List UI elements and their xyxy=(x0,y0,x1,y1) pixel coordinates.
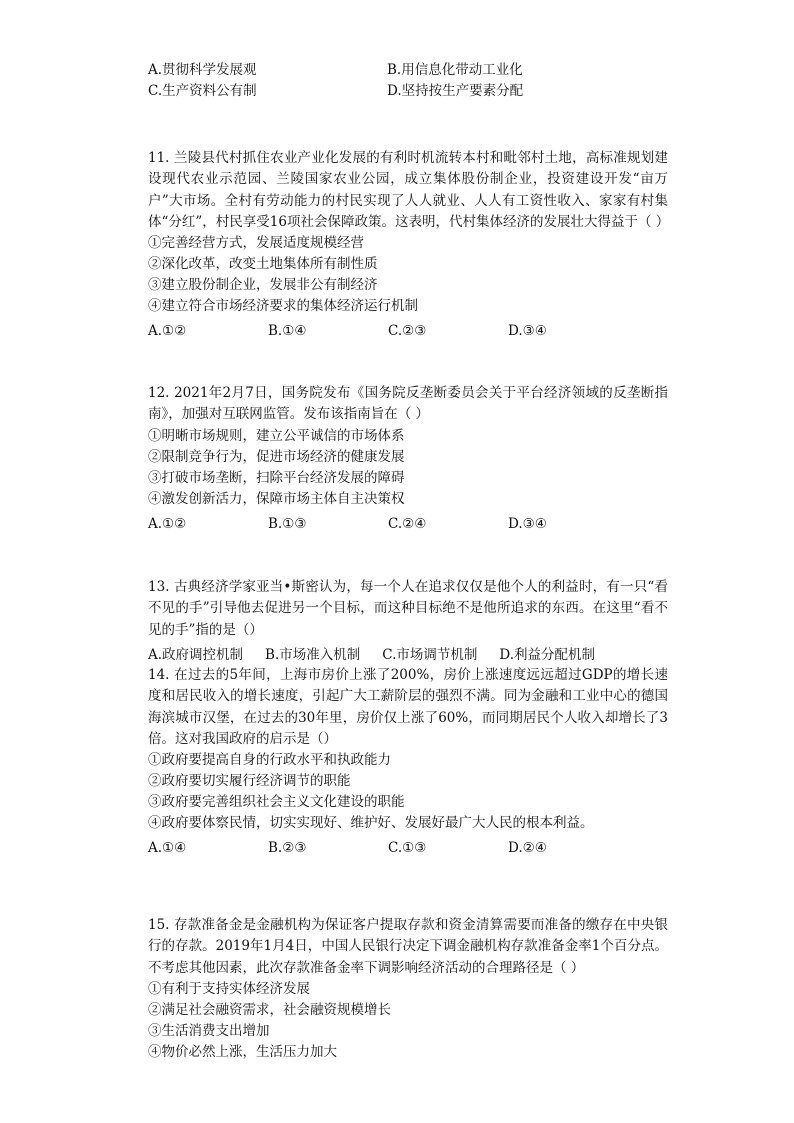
answer-option: A.政府调控机制 xyxy=(148,646,244,663)
answer-option: B.市场准入机制 xyxy=(265,646,361,663)
option-c: C.生产资料公有制 xyxy=(148,83,257,99)
question-11 xyxy=(148,148,668,342)
statement-3: ③打破市场垄断，扫除平台经济发展的障碍 xyxy=(148,469,405,486)
answer-option: C.②③ xyxy=(388,323,427,340)
question-13 xyxy=(148,577,668,666)
answer-option: C.②④ xyxy=(388,515,427,532)
statement-4: ④激发创新活力，保障市场主体自主决策权 xyxy=(148,490,405,507)
question-15 xyxy=(148,915,668,1063)
statement-1: ①政府要提高自身的行政水平和执政能力 xyxy=(148,752,391,769)
statement-1: ①明晰市场规则，建立公平诚信的市场体系 xyxy=(148,427,405,444)
answer-option: B.①③ xyxy=(268,515,307,532)
answer-option: C.市场调节机制 xyxy=(382,646,478,663)
option-d: D.坚持按生产要素分配 xyxy=(387,83,524,99)
question-stem: 15. 存款准备金是金融机构为保证客户提取存款和资金清算需要而准备的缴存在中央银行的存款。2019年1月4日，中国人民银行决定下调金融机构存款准备金率1个百分点。不考虑其他因素，此次存款准备金率下调影响经济活动的合理路径是（ ） xyxy=(148,917,668,976)
answer-option: D.③④ xyxy=(508,323,547,340)
statement-3: ③生活消费支出增加 xyxy=(148,1022,270,1039)
statement-1: ①有利于支持实体经济发展 xyxy=(148,980,310,997)
statement-4: ④物价必然上涨，生活压力加大 xyxy=(148,1043,337,1060)
answer-options xyxy=(148,838,668,859)
answer-option: A.①② xyxy=(148,323,187,340)
answer-option: B.②③ xyxy=(268,840,307,857)
answer-option: B.①④ xyxy=(268,323,307,340)
answer-option: D.②④ xyxy=(508,840,547,857)
question-stem: 12. 2021年2月7日，国务院发布《国务院反垄断委员会关于平台经济领域的反垄断指南》，加强对互联网监管。发布该指南旨在（ ） xyxy=(148,385,668,423)
statement-2: ②满足社会融资需求，社会融资规模增长 xyxy=(148,1001,391,1018)
question-14 xyxy=(148,665,668,859)
answer-option: A.①④ xyxy=(148,840,187,857)
answer-option: D.③④ xyxy=(508,515,547,532)
answer-option: C.①③ xyxy=(388,840,427,857)
answer-option: D.利益分配机制 xyxy=(499,646,596,663)
statement-2: ②限制竞争行为，促进市场经济的健康发展 xyxy=(148,448,405,465)
statement-2: ②深化改革，改变土地集体所有制性质 xyxy=(148,256,378,273)
answer-option: A.①② xyxy=(148,515,187,532)
answer-options xyxy=(148,645,668,666)
statement-1: ①完善经营方式，发展适度规模经营 xyxy=(148,235,364,252)
statement-2: ②政府要切实履行经济调节的职能 xyxy=(148,773,351,790)
answer-options xyxy=(148,514,668,535)
statement-4: ④政府要体察民情，切实实现好、维护好、发展好最广大人民的根本利益。 xyxy=(148,815,594,832)
question-stem: 11. 兰陵县代村抓住农业产业化发展的有利时机流转本村和毗邻村土地，高标准规划建设现代农业示范园、兰陵国家农业公园，成立集体股份制企业，投资建设开发“亩万户”大市场。全村有劳动能力的村民实现了人人就业、人人有工资性收入、家家有村集体“分红”，村民享受16项社会保障政策。这表明，代村集体经济的发展壮大得益于（ ） xyxy=(148,150,670,230)
option-b: B.用信息化带动工业化 xyxy=(387,62,523,78)
statement-3: ③建立股份制企业，发展非公有制经济 xyxy=(148,277,378,294)
question-12 xyxy=(148,383,668,535)
statement-3: ③政府要完善组织社会主义文化建设的职能 xyxy=(148,794,405,811)
statement-4: ④建立符合市场经济要求的集体经济运行机制 xyxy=(148,298,418,315)
option-a: A.贯彻科学发展观 xyxy=(148,62,257,78)
question-stem: 14. 在过去的5年间，上海市房价上涨了200%，房价上涨速度远远超过GDP的增长速度和居民收入的增长速度，引起广大工薪阶层的强烈不满。同为金融和工业中心的德国海滨城市汉堡，在过去的30年里，房价仅上涨了60%，而同期居民个人收入却增长了3倍。这对我国政府的启示是（） xyxy=(148,667,668,747)
answer-options xyxy=(148,321,668,342)
question-stem: 13. 古典经济学家亚当•斯密认为，每一个人在追求仅仅是他个人的利益时，有一只“看不见的手”引导他去促进另一个目标，而这种目标绝不是他所追求的东西。在这里“看不见的手”指的是（） xyxy=(148,579,668,638)
